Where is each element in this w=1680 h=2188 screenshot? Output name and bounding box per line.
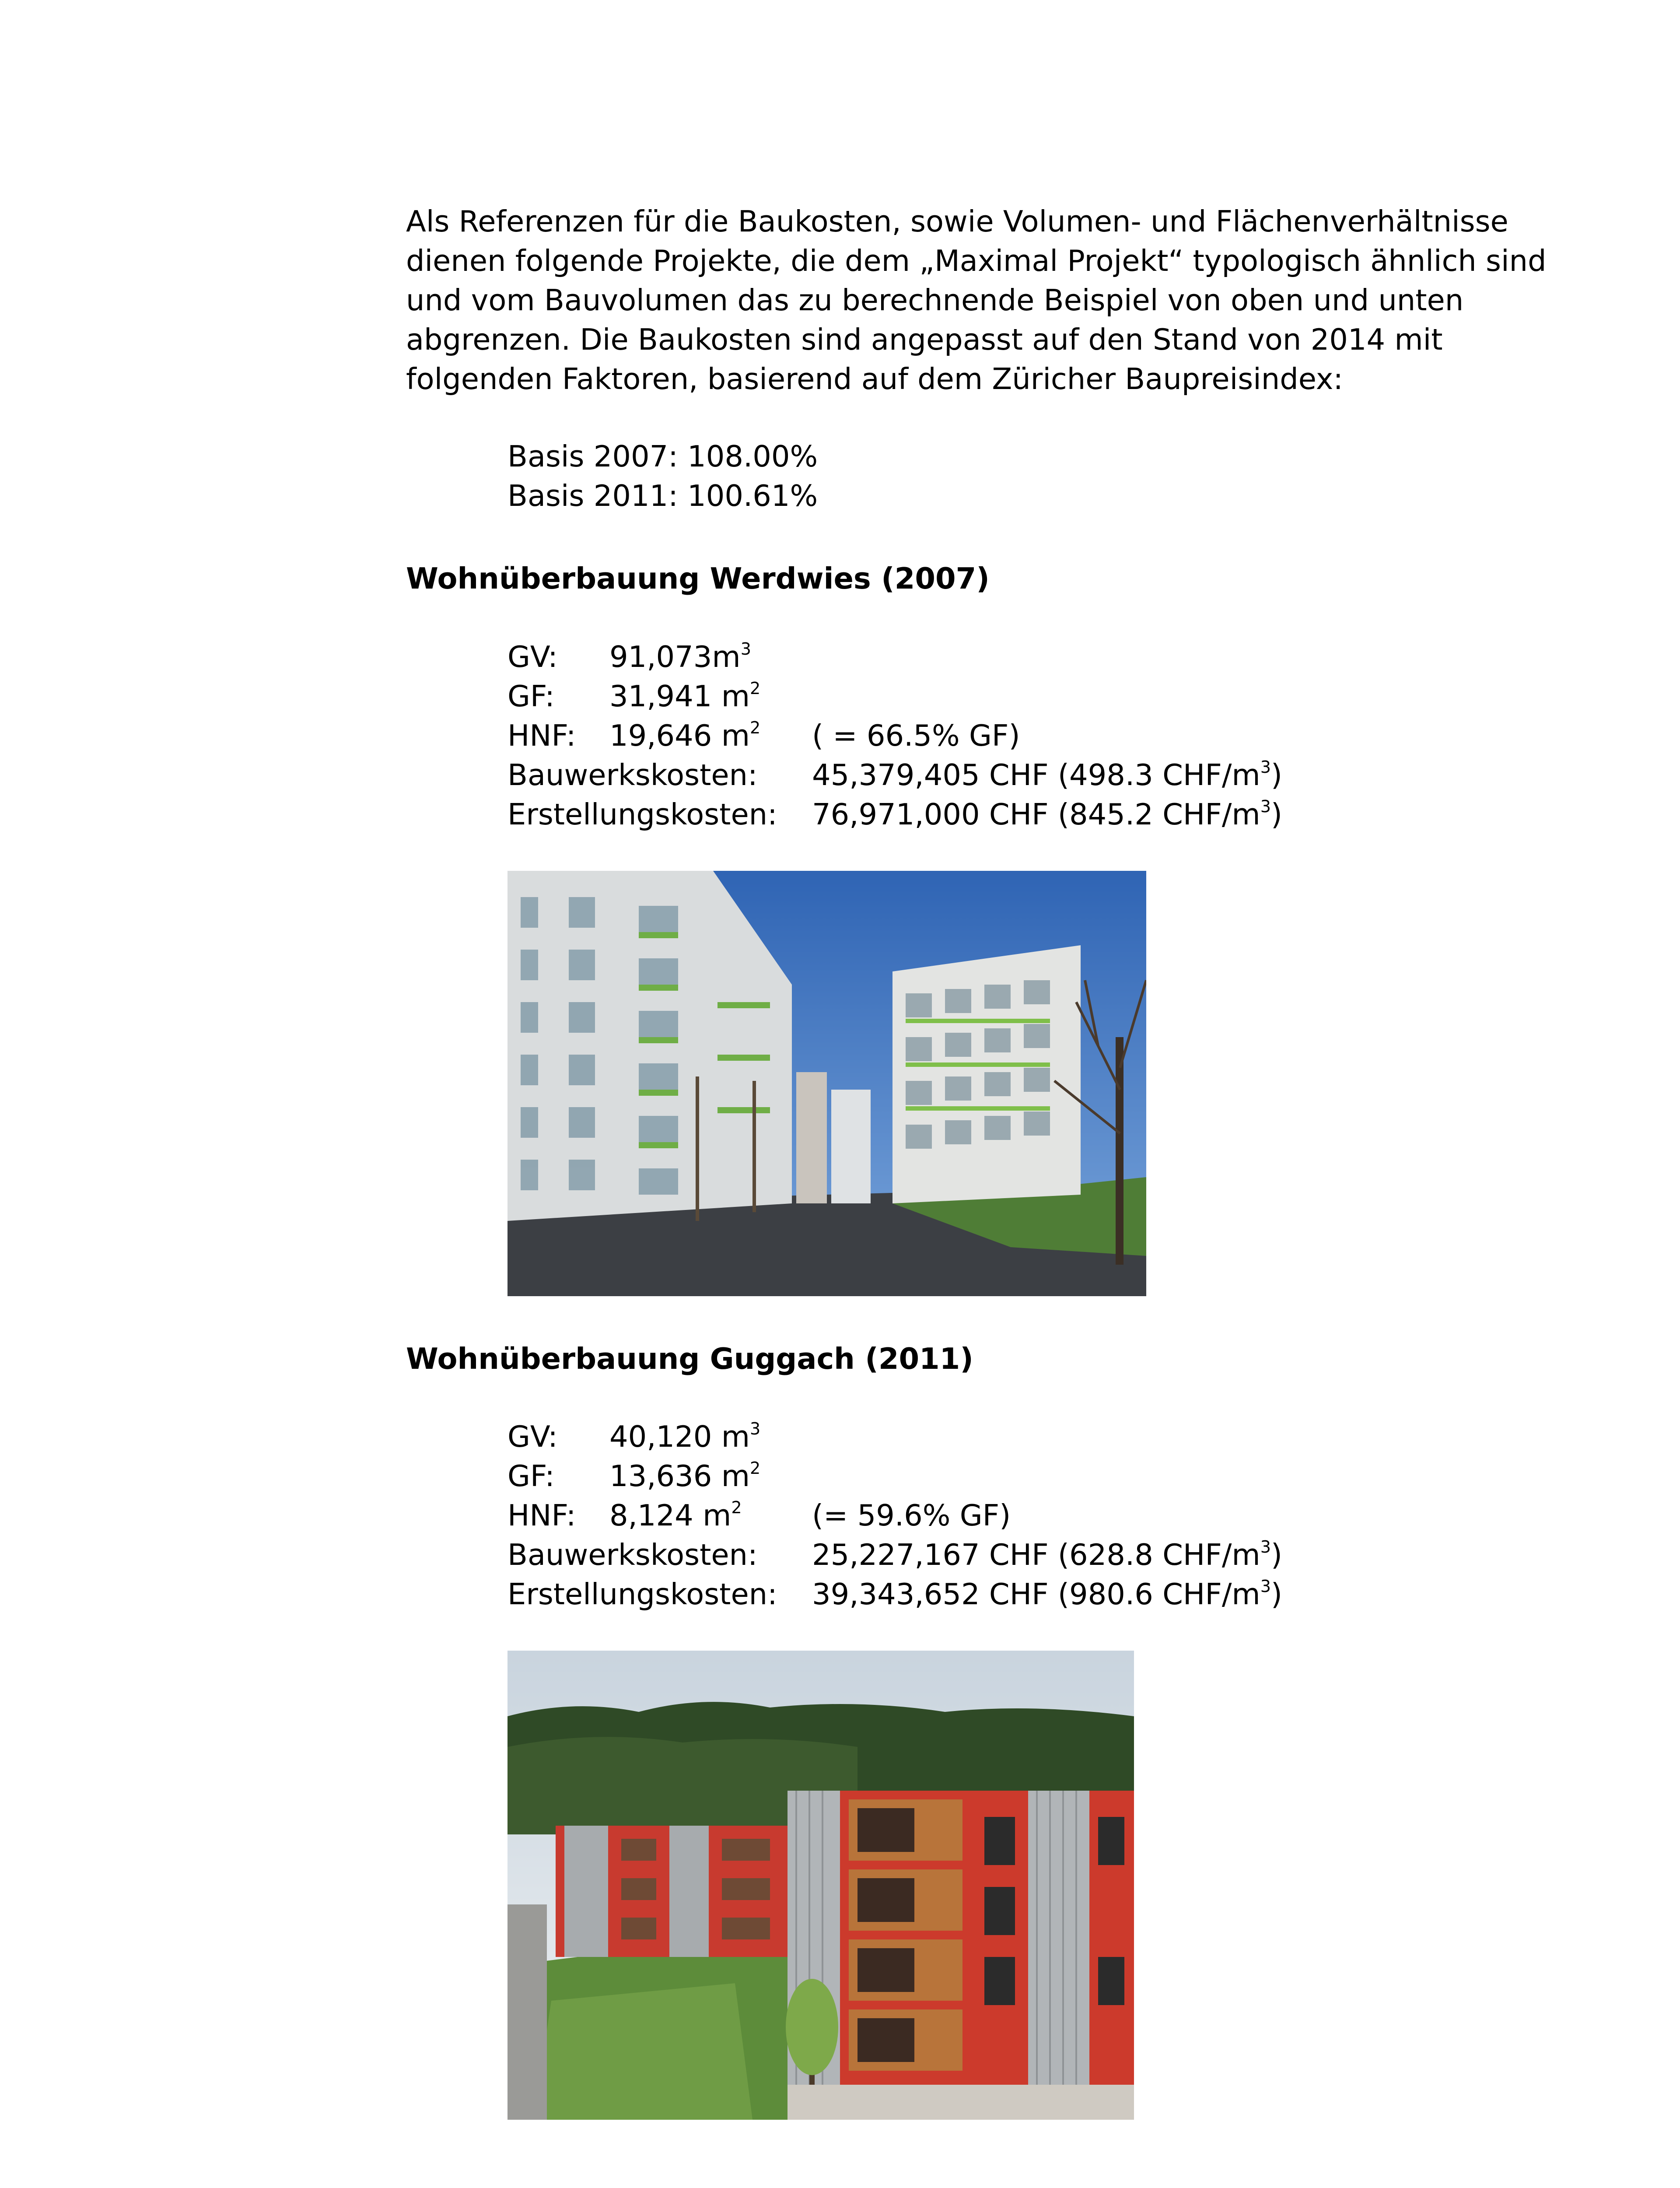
intro-line: und vom Bauvolumen das zu berechnende Beispiel von oben und unten [406, 283, 1464, 317]
basis-2011: Basis 2011: 100.61% [508, 479, 818, 513]
intro-paragraph [406, 202, 1547, 399]
gv-label: GV: [508, 640, 558, 674]
photo-guggach [508, 1651, 1134, 2120]
intro-line: abgrenzen. Die Baukosten sind angepasst auf den Stand von 2014 mit [406, 323, 1443, 357]
hnf-ratio: (= 59.6% GF) [812, 1498, 1011, 1532]
bauwerkskosten-label: Bauwerkskosten: [508, 1538, 758, 1572]
bauwerkskosten-value: 45,379,405 CHF (498.3 CHF/$m^3$) [812, 757, 1283, 792]
project-title-guggach: Wohnüberbauung Guggach (2011) [406, 1342, 973, 1376]
erstellungskosten-label: Erstellungskosten: [508, 797, 777, 831]
erstellungskosten-value: 39,343,652 CHF (980.6 CHF/$m^3$) [812, 1577, 1283, 1611]
project-title-werdwies: Wohnüberbauung Werdwies (2007) [406, 561, 990, 596]
gv-value: 40,120 $m^3$ [609, 1419, 761, 1454]
hnf-ratio: ( = 66.5% GF) [812, 719, 1020, 753]
intro-line: Als Referenzen für die Baukosten, sowie Volumen- und Flächenverhältnisse [406, 204, 1508, 238]
bauwerkskosten-value: 25,227,167 CHF (628.8 CHF/$m^3$) [812, 1537, 1283, 1572]
hnf-value: 8,124 $m^2$ [609, 1498, 742, 1532]
erstellungskosten-label: Erstellungskosten: [508, 1577, 777, 1611]
gv-value: $91,073m^3$ [609, 639, 751, 674]
intro-line: folgenden Faktoren, basierend auf dem Züricher Baupreisindex: [406, 362, 1344, 396]
gf-label: GF: [508, 679, 555, 713]
intro-line: dienen folgende Projekte, die dem „Maximal Projekt“ typologisch ähnlich sind [406, 244, 1547, 278]
erstellungskosten-value: 76,971,000 CHF (845.2 CHF/$m^3$) [812, 797, 1283, 831]
basis-2007: Basis 2007: 108.00% [508, 439, 818, 473]
bauwerkskosten-label: Bauwerkskosten: [508, 758, 758, 792]
photo-werdwies [508, 871, 1146, 1296]
gf-value: 13,636 $m^2$ [609, 1459, 761, 1493]
hnf-label: HNF: [508, 719, 576, 753]
gf-value: 31,941 $m^2$ [609, 679, 761, 713]
hnf-value: 19,646 $m^2$ [609, 718, 761, 753]
gv-label: GV: [508, 1420, 558, 1454]
gf-label: GF: [508, 1459, 555, 1493]
hnf-label: HNF: [508, 1498, 576, 1532]
